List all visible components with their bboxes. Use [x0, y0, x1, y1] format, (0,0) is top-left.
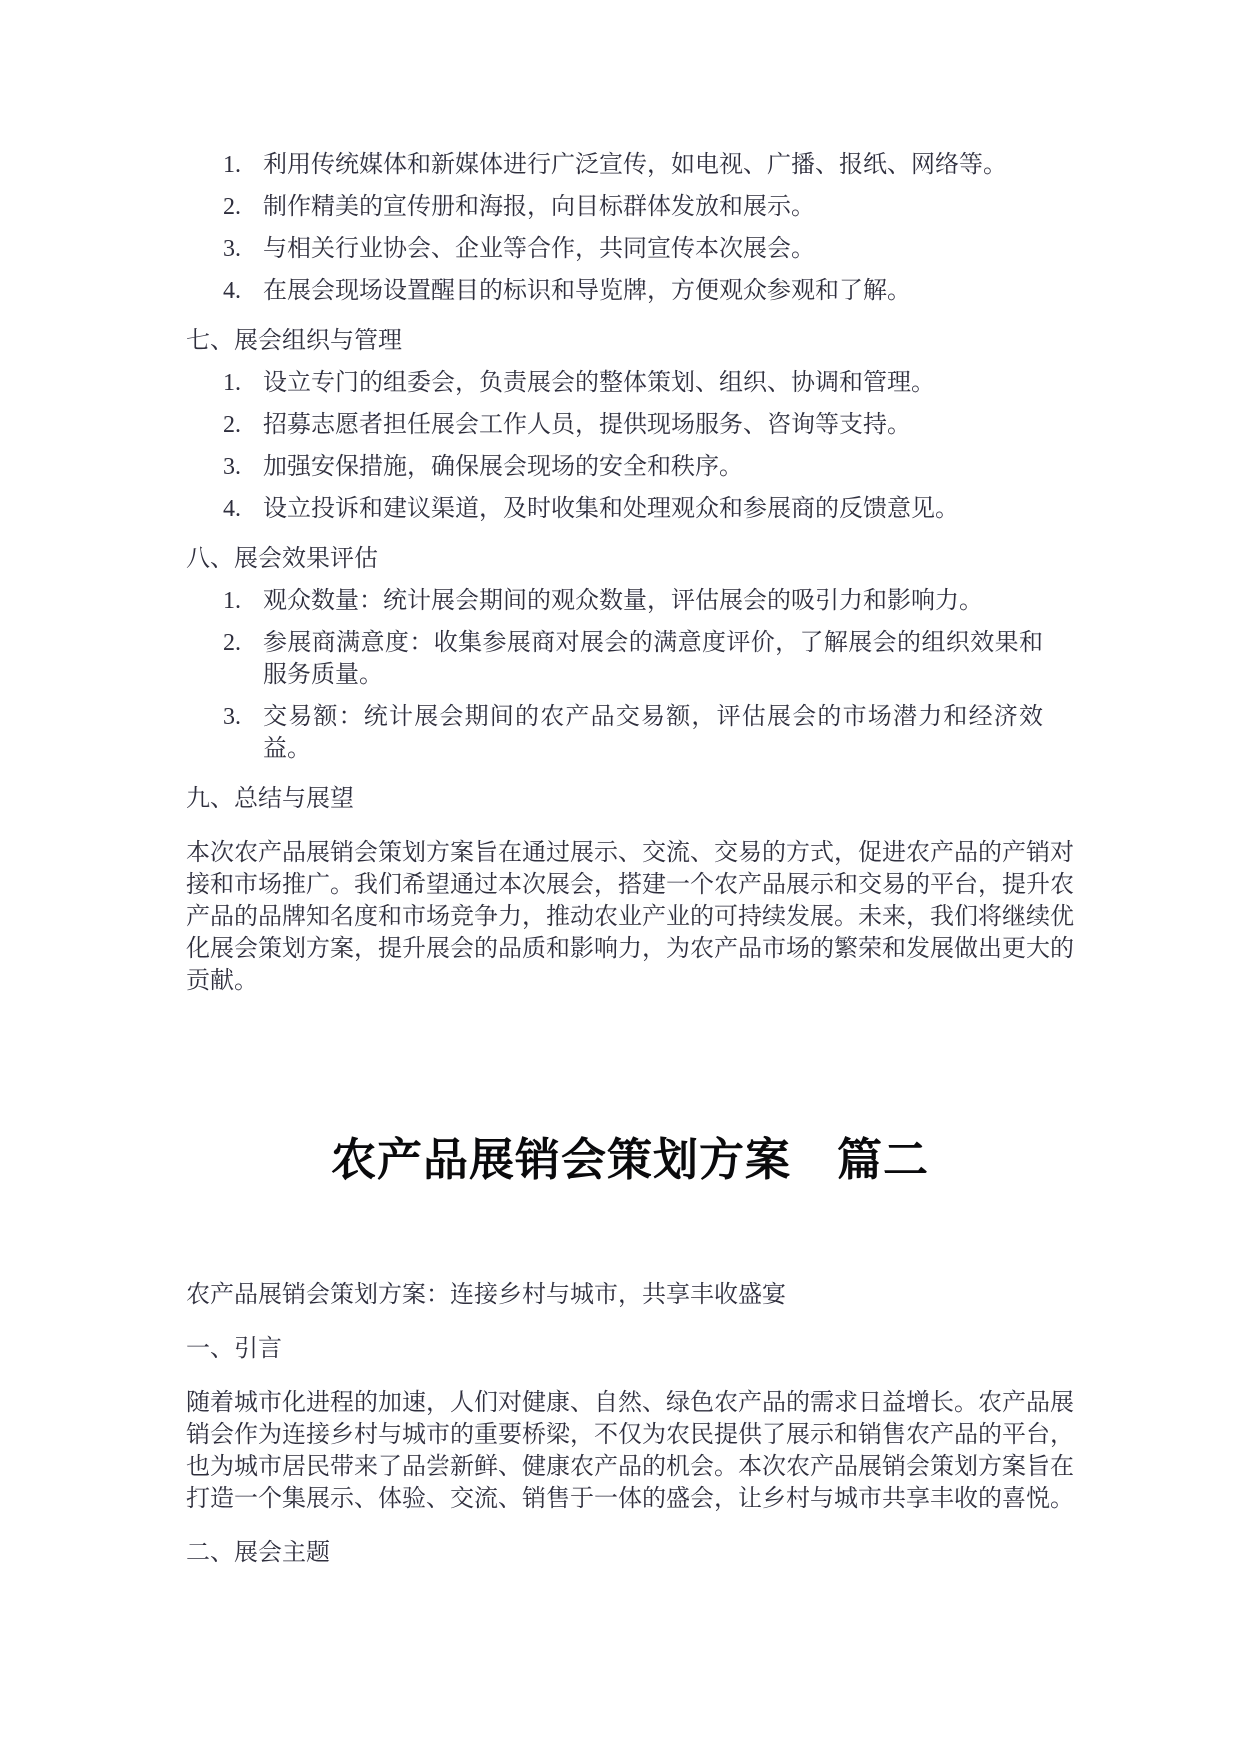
list-item	[186, 233, 1074, 265]
section-eight-list	[186, 585, 1074, 765]
intro-list	[186, 149, 1074, 307]
list-item	[186, 275, 1074, 307]
list-item-text: 利用传统媒体和新媒体进行广泛宣传，如电视、广播、报纸、网络等。	[263, 152, 1007, 178]
list-item-text: 制作精美的宣传册和海报，向目标群体发放和展示。	[263, 194, 815, 220]
section-heading-seven: 七、展会组织与管理	[186, 328, 402, 354]
list-item	[186, 493, 1074, 525]
list-item	[186, 701, 1074, 765]
summary-paragraph: 本次农产品展销会策划方案旨在通过展示、交流、交易的方式，促进农产品的产销对接和市场推广。我们希望通过本次展会，搭建一个农产品展示和交易的平台，提升农产品的品牌知名度和市场竞争力，推动农业产业的可持续发展。未来，我们将继续优化展会策划方案，提升展会的品质和影响力，为农产品市场的繁荣和发展做出更大的贡献。	[186, 840, 1074, 994]
list-item-text: 加强安保措施，确保展会现场的安全和秩序。	[263, 454, 743, 480]
list-item-text: 观众数量：统计展会期间的观众数量，评估展会的吸引力和影响力。	[263, 588, 983, 614]
list-item-text: 招募志愿者担任展会工作人员，提供现场服务、咨询等支持。	[263, 412, 911, 438]
list-item	[186, 451, 1074, 483]
list-item	[186, 409, 1074, 441]
list-item-number: 4.	[223, 278, 241, 304]
list-item-text: 参展商满意度：收集参展商对展会的满意度评价，了解展会的组织效果和服务质量。	[263, 630, 1043, 688]
list-item-text: 在展会现场设置醒目的标识和导览牌，方便观众参观和了解。	[263, 278, 911, 304]
list-item-number: 1.	[223, 588, 241, 614]
section-seven-list	[186, 367, 1074, 525]
list-item	[186, 149, 1074, 181]
list-item	[186, 585, 1074, 617]
list-item	[186, 627, 1074, 691]
list-item-number: 2.	[223, 630, 241, 656]
list-item	[186, 367, 1074, 399]
part-two-subtitle: 农产品展销会策划方案：连接乡村与城市，共享丰收盛宴	[186, 1282, 786, 1308]
list-item-number: 2.	[223, 412, 241, 438]
list-item-text: 设立投诉和建议渠道，及时收集和处理观众和参展商的反馈意见。	[263, 496, 959, 522]
introduction-paragraph: 随着城市化进程的加速，人们对健康、自然、绿色农产品的需求日益增长。农产品展销会作为连接乡村与城市的重要桥梁，不仅为农民提供了展示和销售农产品的平台，也为城市居民带来了品尝新鲜、健康农产品的机会。本次农产品展销会策划方案旨在打造一个集展示、体验、交流、销售于一体的盛会，让乡村与城市共享丰收的喜悦。	[186, 1390, 1074, 1512]
list-item-text: 与相关行业协会、企业等合作，共同宣传本次展会。	[263, 236, 815, 262]
list-item	[186, 191, 1074, 223]
list-item-number: 3.	[223, 236, 241, 262]
list-item-number: 1.	[223, 152, 241, 178]
section-heading-eight: 八、展会效果评估	[186, 546, 378, 572]
section-heading-nine: 九、总结与展望	[186, 786, 354, 812]
list-item-text: 交易额：统计展会期间的农产品交易额，评估展会的市场潜力和经济效益。	[263, 704, 1043, 762]
list-item-number: 1.	[223, 370, 241, 396]
section-heading-two: 二、展会主题	[186, 1540, 330, 1566]
list-item-number: 3.	[223, 454, 241, 480]
document-content	[186, 149, 1074, 1569]
section-heading-one: 一、引言	[186, 1336, 282, 1362]
part-two-title: 农产品展销会策划方案 篇二	[330, 1134, 929, 1185]
list-item-number: 4.	[223, 496, 241, 522]
list-item-number: 2.	[223, 194, 241, 220]
list-item-number: 3.	[223, 704, 241, 730]
list-item-text: 设立专门的组委会，负责展会的整体策划、组织、协调和管理。	[263, 370, 935, 396]
